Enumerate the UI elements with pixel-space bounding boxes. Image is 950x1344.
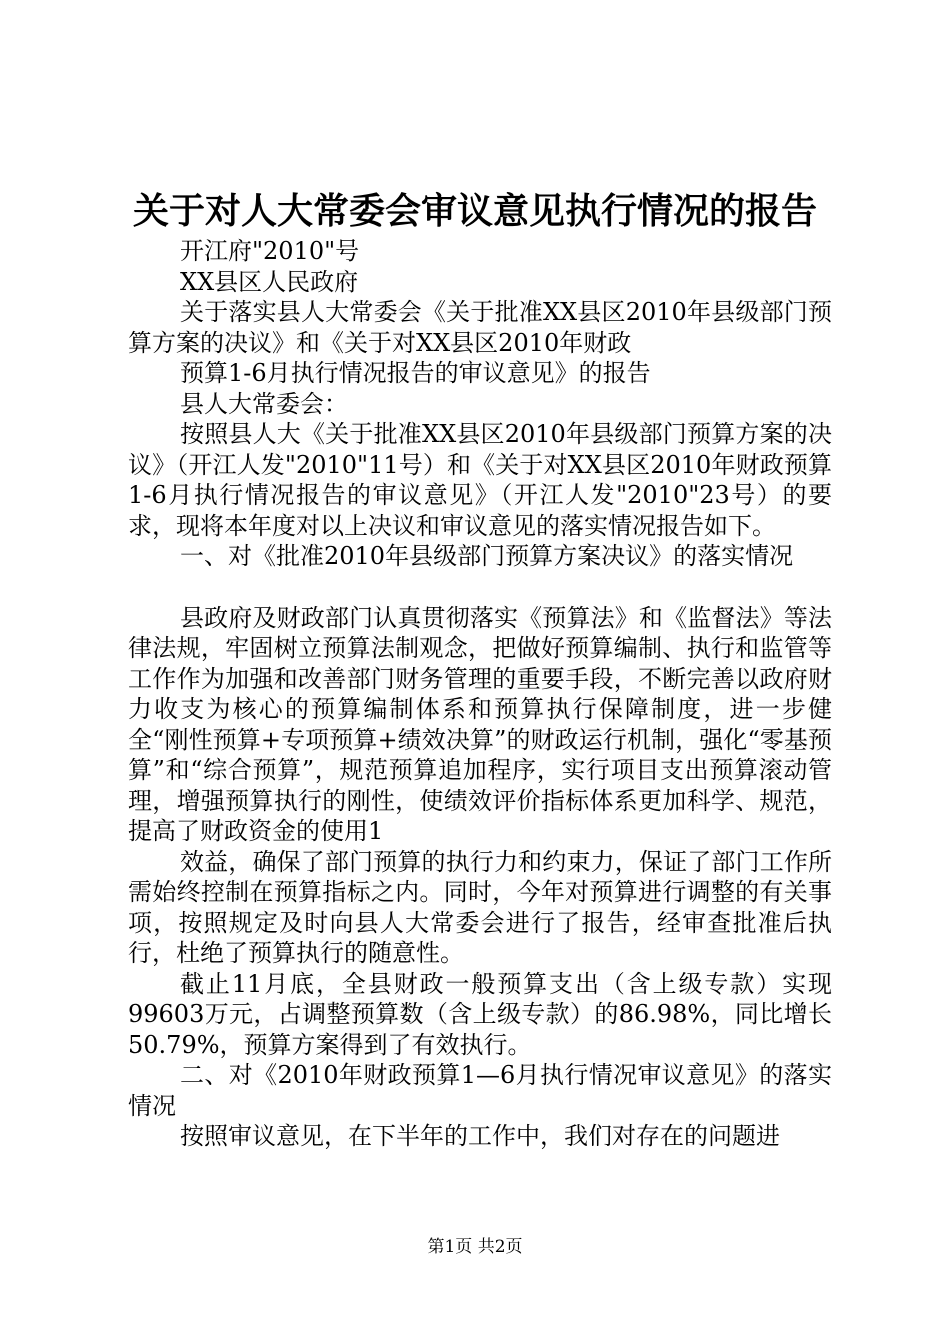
report-subtitle-line-1: 关于落实县人大常委会《关于批准XX县区2010年县级部门预算方案的决议》和《关于对XX县区2010年财政 [128, 298, 832, 357]
blank-line [128, 572, 832, 603]
page-number-footer: 第1页 共2页 [427, 1237, 523, 1257]
paragraph-intro: 按照县人大《关于批准XX县区2010年县级部门预算方案的决议》（开江人发"2010"11号）和《关于对XX县区2010年财政预算1-6月执行情况报告的审议意见》（开江人发"2010"23号）的要求，现将本年度对以上决议和审议意见的落实情况报告如下。 [128, 420, 832, 540]
paragraph-expenditure: 截止11月底，全县财政一般预算支出（含上级专款）实现99603万元，占调整预算数（含上级专款）的86.98%，同比增长50.79%，预算方案得到了有效执行。 [128, 969, 832, 1059]
document-title: 关于对人大常委会审议意见执行情况的报告 [132, 190, 817, 232]
salutation: 县人大常委会： [180, 389, 348, 418]
issuing-authority: XX县区人民政府 [180, 267, 359, 296]
paragraph-budget-implementation: 县政府及财政部门认真贯彻落实《预算法》和《监督法》等法律法规，牢固树立预算法制观念，把做好预算编制、执行和监管等工作作为加强和改善部门财务管理的重要手段，不断完善以政府财力收支为核心的预算编制体系和预算执行保障制度，进一步健全“刚性预算+专项预算+绩效决算”的财政运行机制，强化“零基预算”和“综合预算”，规范预算追加程序，实行项目支出预算滚动管理，增强预算执行的刚性，使绩效评价指标体系更加科学、规范，提高了财政资金的使用1 [128, 603, 832, 845]
document-body [128, 236, 832, 1152]
paragraph-benefit: 效益，确保了部门预算的执行力和约束力，保证了部门工作所需始终控制在预算指标之内。同时，今年对预算进行调整的有关事项，按照规定及时向县人大常委会进行了报告，经审查批准后执行，杜绝了预算执行的随意性。 [128, 847, 832, 967]
section-heading-2: 二、对《2010年财政预算1—6月执行情况审议意见》的落实情况 [128, 1061, 832, 1120]
section-heading-1: 一、对《批准2010年县级部门预算方案决议》的落实情况 [180, 542, 794, 570]
report-subtitle-line-2: 预算1-6月执行情况报告的审议意见》的报告 [180, 359, 651, 387]
paragraph-review-opinion: 按照审议意见，在下半年的工作中，我们对存在的问题进 [180, 1122, 780, 1150]
document-number: 开江府"2010"号 [180, 237, 360, 265]
